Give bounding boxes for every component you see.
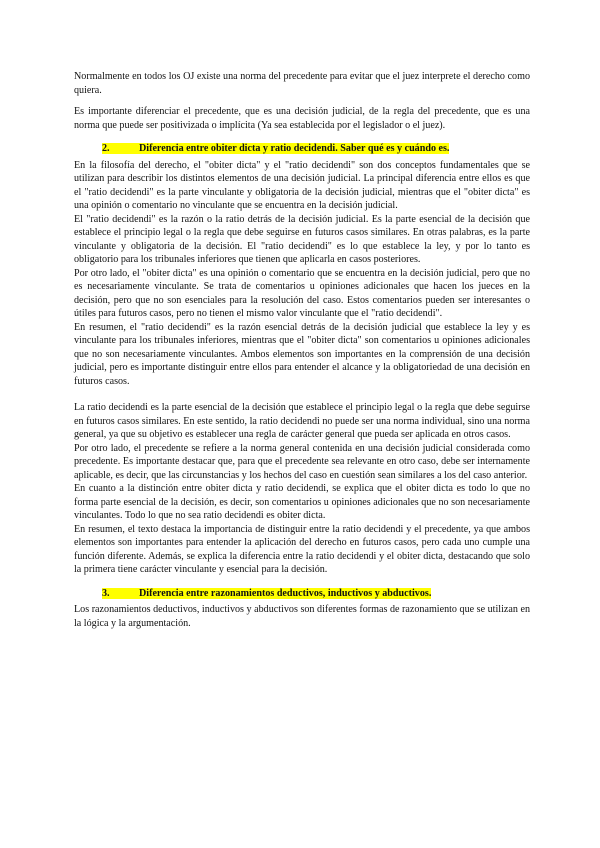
section-2-paragraph-6: Por otro lado, el precedente se refiere a la norma general contenida en una decisión judicial considerada como precedente. Es importante destacar que, para que el precedente sea relevante en otro caso, debe ser internamente aplicable, es decir, que las circunstancias y los hechos del caso en cuestión sean similares a los del caso anterior.: [74, 442, 530, 481]
section-3-title: Diferencia entre razonamientos deductivos, inductivos y abductivos.: [139, 587, 432, 599]
section-2-paragraph-2: El "ratio decidendi" es la razón o la ratio detrás de la decisión judicial. Es la parte esencial de la decisión que establece el principio legal o la regla que debe seguirse en futuros casos similares. En otras palabras, es la parte vinculante y obligatoria de la decisión. El "ratio decidendi" es lo que establece la ley, y por lo tanto es obligatorio para los tribunales inferiores que tienen que aplicarla en casos posteriores.: [74, 213, 530, 265]
section-2-paragraph-1: En la filosofía del derecho, el "obiter dicta" y el "ratio decidendi" son dos conceptos fundamentales que se utilizan para describir los distintos elementos de una decisión judicial. La principal diferencia entre ellos es que el "ratio decidendi" es la parte vinculante y obligatoria de la decisión judicial, mientras que el "obiter dicta" es una opinión o comentario no vinculante que se encuentra en la decisión judicial.: [74, 159, 530, 211]
section-3-number: 3.: [102, 587, 110, 599]
section-3-paragraph-1: Los razonamientos deductivos, inductivos y abductivos son diferentes formas de razonamiento que se utilizan en la lógica y la argumentación.: [74, 604, 530, 629]
section-2-paragraph-7: En cuanto a la distinción entre obiter dicta y ratio decidendi, se explica que el obiter dicta es todo lo que no forma parte esencial de la decisión, es decir, son comentarios u opiniones adicionales que no son necesariamente vinculantes. Todo lo que no sea ratio decidendi es obiter dicta.: [74, 483, 530, 521]
intro-paragraph-2: Es importante diferenciar el precedente, que es una decisión judicial, de la regla del precedente, que es una norma que puede ser positivizada o implícita (Ya sea establecida por el legislador o el juez).: [74, 106, 530, 131]
section-2-heading: [74, 142, 530, 156]
section-2-paragraph-8: En resumen, el texto destaca la importancia de distinguir entre la ratio decidendi y el precedente, ya que ambos elementos son importantes para entender la aplicación del derecho en futuros casos, pero cada uno cumple una función diferente. Además, se explica la diferencia entre la ratio decidendi y el obiter dicta, destacando que solo la primera tiene carácter vinculante y esencial para la decisión.: [74, 523, 530, 575]
section-2-paragraph-3: Por otro lado, el "obiter dicta" es una opinión o comentario que se encuentra en la decisión judicial, pero que no es necesariamente vinculante. Se trata de comentarios u opiniones adicionales que hacen los jueces en la decisión, pero que no son esenciales para la resolución del caso. Estos comentarios pueden ser interesantes o útiles para futuros casos, pero no tienen el mismo valor vinculante que el "ratio decidendi".: [74, 267, 530, 319]
section-2-number: 2.: [102, 143, 110, 154]
section-2-title: Diferencia entre obiter dicta y ratio decidendi. Saber qué es y cuándo es.: [139, 143, 450, 154]
section-2-paragraph-5: La ratio decidendi es la parte esencial de la decisión que establece el principio legal o la regla que debe seguirse en futuros casos similares. En este sentido, la ratio decidendi no puede ser una norma individual, sino una norma general, ya que su objetivo es establecer una regla de carácter general que pueda ser aplicada en otros casos.: [74, 402, 530, 440]
section-2-paragraph-4: En resumen, el "ratio decidendi" es la razón esencial detrás de la decisión judicial que establece la ley y es vinculante para los tribunales inferiores, mientras que el "obiter dicta" son comentarios u opiniones adicionales que no son necesariamente vinculantes. Ambos elementos son importantes en la comprensión de una decisión judicial, pero es importante distinguir entre ellos para entender el alcance y la obligatoriedad de una decisión en futuros casos.: [74, 321, 530, 387]
document-page: [74, 70, 530, 630]
intro-paragraph-1: Normalmente en todos los OJ existe una norma del precedente para evitar que el juez interprete el derecho como quiera.: [74, 71, 530, 96]
section-3-heading: [74, 587, 530, 601]
